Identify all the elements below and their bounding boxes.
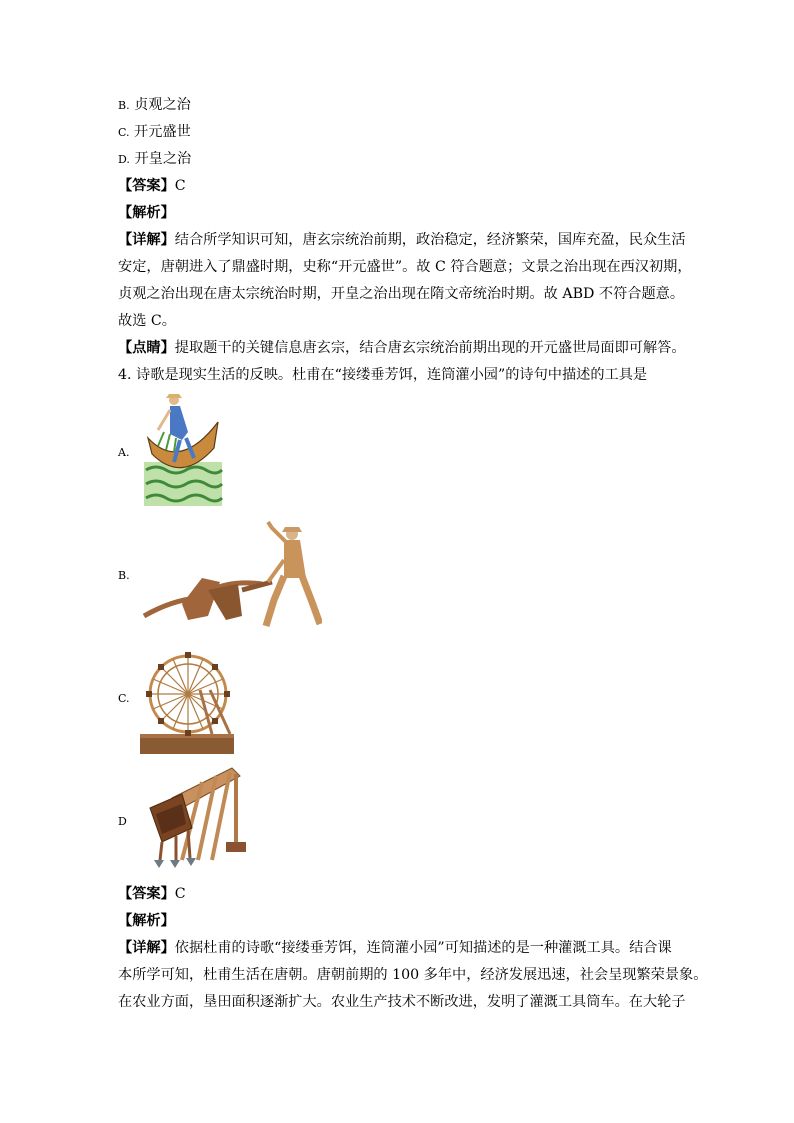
option-a-label: A. [118,446,130,459]
detail-text: 结合所学知识可知，唐玄宗统治前期，政治稳定，经济繁荣，国库充盈，民众生活 [174,232,686,248]
q4-detail-line-2: 本所学可知，杜甫生活在唐朝。唐朝前期的 100 多年中，经济发展迅速，社会呈现繁荣景象。 [118,967,708,983]
answer-line [118,177,186,195]
option-text: 贞观之治 [134,97,191,113]
tip-tag: 【点睛】 [118,340,175,356]
answer-tag: 【答案】 [118,178,175,194]
detail-text: 依据杜甫的诗歌“接缕垂芳饵，连筒灌小园”可知描述的是一种灌溉工具。结合课 [174,940,672,956]
tip-line [118,339,686,357]
seed-drill-model [142,764,248,878]
q4-detail-line-3: 在农业方面，垦田面积逐渐扩大。农业生产技术不断改进，发明了灌溉工具筒车。在大轮子 [118,994,686,1010]
water-wheel-model [140,650,236,760]
option-label: B. [118,99,130,112]
answer-value: C [174,886,186,902]
analysis-tag: 【解析】 [118,205,175,221]
detail-line-3: 贞观之治出现在唐太宗统治时期，开皇之治出现在隋文帝统治时期。故 ABD 不符合题意。 [118,286,685,302]
option-c-label: C. [118,692,130,705]
option-label: D. [118,153,130,166]
q4-answer-line [118,885,186,903]
q4-analysis-tag: 【解析】 [118,913,175,929]
question-4-stem: 4. 诗歌是现实生活的反映。杜甫在“接缕垂芳饵，连筒灌小园”的诗句中描述的工具是 [118,367,648,383]
option-label: C. [118,126,130,139]
option-b [118,96,191,115]
seedling-boat-illustration [140,392,224,514]
detail-line-1 [118,231,686,249]
option-d [118,150,191,169]
option-d-label: D [118,815,127,828]
option-c [118,123,191,142]
answer-tag: 【答案】 [118,886,175,902]
tip-text: 提取题干的关键信息唐玄宗，结合唐玄宗统治前期出现的开元盛世局面即可解答。 [174,340,686,356]
detail-line-2: 安定，唐朝进入了鼎盛时期，史称“开元盛世”。故 C 符合题意；文景之治出现在西汉初期， [118,259,692,275]
q4-detail-line-1 [118,939,672,957]
option-text: 开皇之治 [134,151,192,167]
option-b-label: B. [118,569,130,582]
answer-value: C [174,178,186,194]
detail-line-4: 故选 C。 [118,313,176,329]
detail-tag: 【详解】 [118,940,175,956]
option-text: 开元盛世 [134,124,191,140]
detail-tag: 【详解】 [118,232,175,248]
curved-plow-illustration [142,520,322,636]
